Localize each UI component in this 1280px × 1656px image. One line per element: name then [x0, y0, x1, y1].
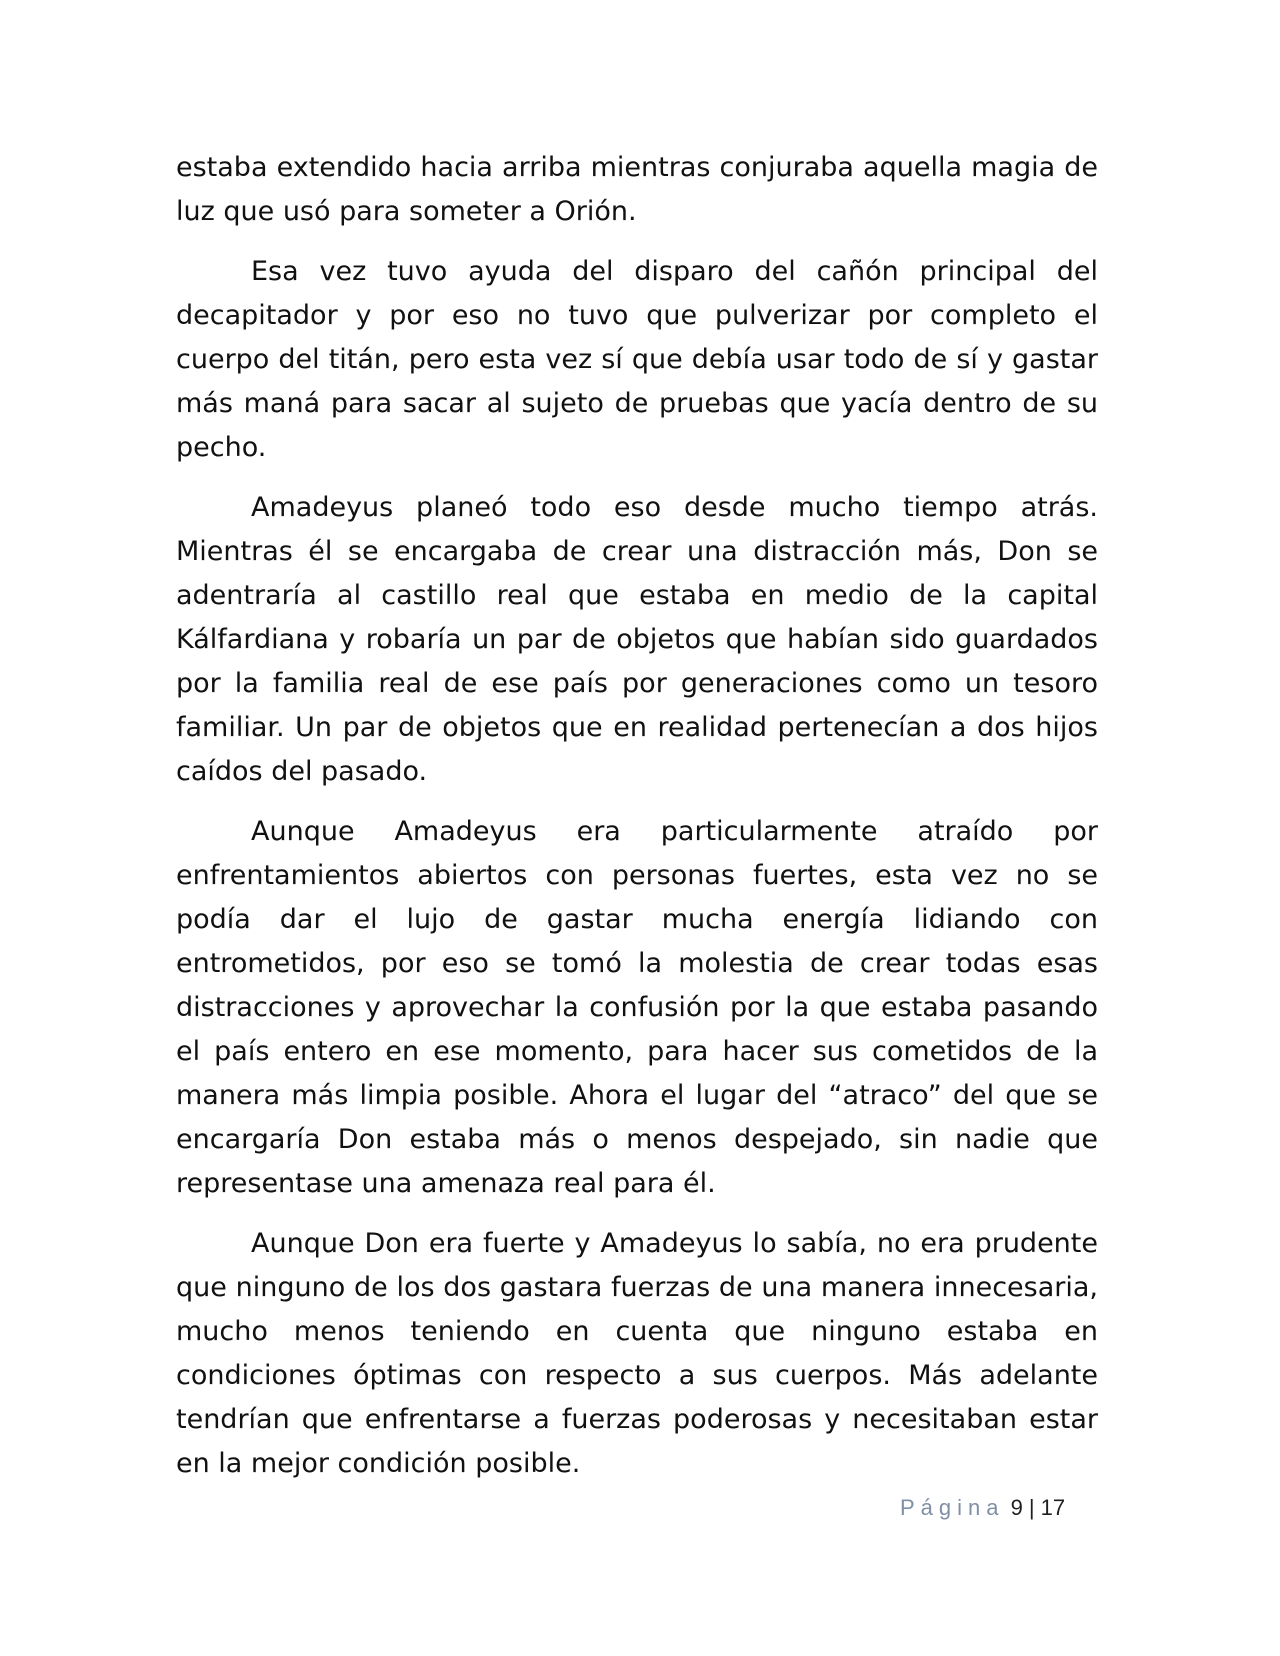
- page-footer: [900, 1495, 1065, 1521]
- page-total: 17: [1040, 1495, 1066, 1520]
- page-separator: |: [1028, 1495, 1035, 1520]
- paragraph-4: Aunque Amadeyus era particularmente atraído por enfrentamientos abiertos con personas fuertes, esta vez no se podía dar el lujo de gastar mucha energía lidiando con entrometidos, por eso se tomó la molestia de crear todas esas distracciones y aprovechar la confusión por la que estaba pasando el país entero en ese momento, para hacer sus cometidos de la manera más limpia posible. Ahora el lugar del “atraco” del que se encargaría Don estaba más o menos despejado, sin nadie que representase una amenaza real para él.: [176, 816, 1098, 1199]
- text-body: [176, 146, 1098, 1502]
- page-number: 9: [1010, 1495, 1023, 1520]
- page-label: Página: [900, 1495, 1005, 1520]
- paragraph-3: Amadeyus planeó todo eso desde mucho tiempo atrás. Mientras él se encargaba de crear una distracción más, Don se adentraría al castillo real que estaba en medio de la capital Kálfardiana y robaría un par de objetos que habían sido guardados por la familia real de ese país por generaciones como un tesoro familiar. Un par de objetos que en realidad pertenecían a dos hijos caídos del pasado.: [176, 492, 1098, 787]
- paragraph-2: Esa vez tuvo ayuda del disparo del cañón principal del decapitador y por eso no tuvo que pulverizar por completo el cuerpo del titán, pero esta vez sí que debía usar todo de sí y gastar más maná para sacar al sujeto de pruebas que yacía dentro de su pecho.: [176, 256, 1098, 463]
- paragraph-1: estaba extendido hacia arriba mientras conjuraba aquella magia de luz que usó para someter a Orión.: [176, 152, 1098, 227]
- paragraph-5: Aunque Don era fuerte y Amadeyus lo sabía, no era prudente que ninguno de los dos gastara fuerzas de una manera innecesaria, mucho menos teniendo en cuenta que ninguno estaba en condiciones óptimas con respecto a sus cuerpos. Más adelante tendrían que enfrentarse a fuerzas poderosas y necesitaban estar en la mejor condición posible.: [176, 1228, 1098, 1479]
